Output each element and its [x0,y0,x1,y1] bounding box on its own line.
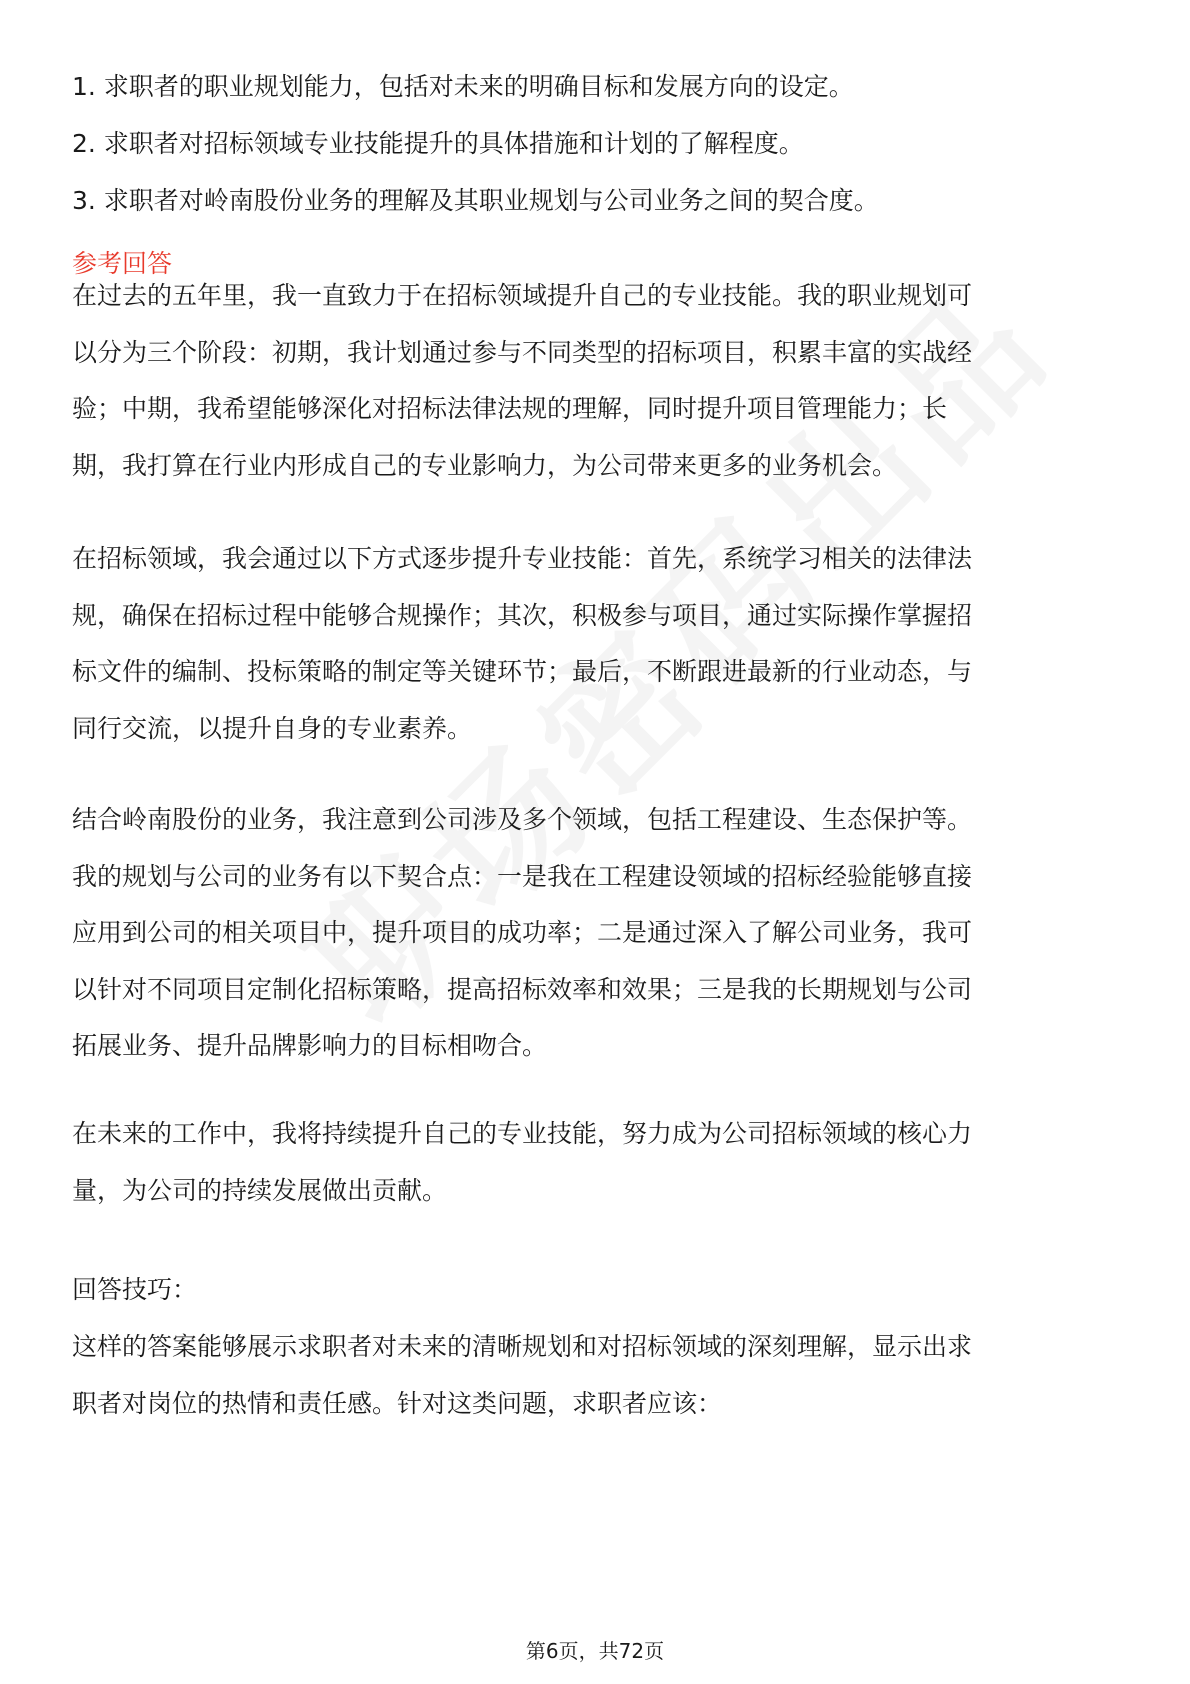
page-number-footer: 第6页，共72页 [525,1639,665,1663]
criteria-item: 3. 求职者对岭南股份业务的理解及其职业规划与公司业务之间的契合度。 [72,186,879,215]
paragraph-line: 回答技巧： [72,1275,198,1304]
paragraph-line: 量，为公司的持续发展做出贡献。 [72,1175,448,1205]
paragraph-line: 应用到公司的相关项目中，提升项目的成功率；二是通过深入了解公司业务，我可 [72,918,973,947]
paragraph-line: 这样的答案能够展示求职者对未来的清晰规划和对招标领域的深刻理解，显示出求 [72,1332,973,1361]
paragraph-line: 期，我打算在行业内形成自己的专业影响力，为公司带来更多的业务机会。 [72,450,898,480]
paragraph-line: 拓展业务、提升品牌影响力的目标相吻合。 [72,1031,548,1060]
paragraph-line: 验；中期，我希望能够深化对招标法律法规的理解，同时提升项目管理能力；长 [72,394,948,423]
answer-paragraph-2 [72,531,1112,757]
criteria-item: 1. 求职者的职业规划能力，包括对未来的明确目标和发展方向的设定。 [72,72,854,101]
paragraph-line: 在过去的五年里，我一直致力于在招标领域提升自己的专业技能。我的职业规划可 [72,281,973,310]
paragraph-line: 我的规划与公司的业务有以下契合点：一是我在工程建设领域的招标经验能够直接 [72,861,973,891]
paragraph-line: 在招标领域，我会通过以下方式逐步提升专业技能：首先，系统学习相关的法律法 [72,544,973,573]
paragraph-line: 职者对岗位的热情和责任感。针对这类问题，求职者应该： [72,1388,723,1418]
paragraph-line: 同行交流，以提升自身的专业素养。 [72,713,473,743]
tips-paragraph [72,1319,1112,1432]
paragraph-line: 在未来的工作中，我将持续提升自己的专业技能，努力成为公司招标领域的核心力 [72,1119,973,1148]
paragraph-line: 结合岭南股份的业务，我注意到公司涉及多个领域，包括工程建设、生态保护等。 [72,805,973,834]
paragraph-line: 规，确保在招标过程中能够合规操作；其次，积极参与项目，通过实际操作掌握招 [72,600,973,630]
paragraph-line: 标文件的编制、投标策略的制定等关键环节；最后，不断跟进最新的行业动态，与 [72,657,973,686]
section-title: 参考回答 [72,249,173,278]
answer-paragraph-3 [72,792,1112,1075]
paragraph-line: 以分为三个阶段：初期，我计划通过参与不同类型的招标项目，积累丰富的实战经 [72,337,973,367]
paragraph-line: 以针对不同项目定制化招标策略，提高招标效率和效果；三是我的长期规划与公司 [72,974,973,1004]
criteria-list [72,58,1122,229]
tips-heading [72,1262,1112,1319]
criteria-item: 2. 求职者对招标领域专业技能提升的具体措施和计划的了解程度。 [72,129,804,158]
answer-paragraph-4 [72,1106,1112,1219]
answer-paragraph-1 [72,268,1112,494]
